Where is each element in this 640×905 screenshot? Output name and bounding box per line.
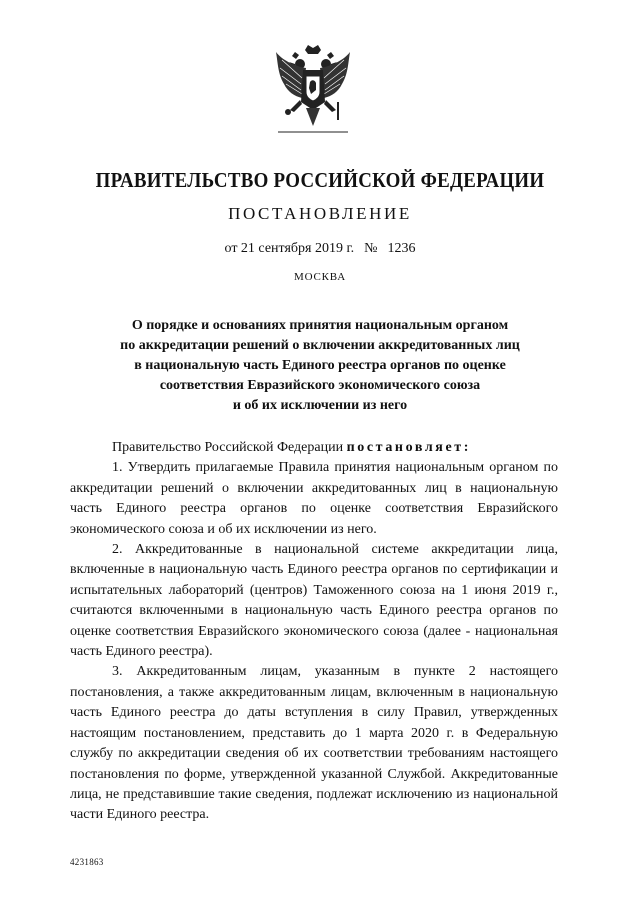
subject-line: и об их исключении из него — [232, 398, 408, 413]
document-subject — [60, 316, 580, 416]
russian-coat-of-arms-icon — [272, 44, 354, 140]
document-body — [70, 438, 558, 826]
document-date: от 21 сентября 2019 г. — [224, 241, 355, 256]
document-type: ПОСТАНОВЛЕНИЕ — [228, 204, 412, 223]
preamble-paragraph — [70, 438, 558, 458]
document-number: 1236 — [387, 241, 416, 256]
subject-line: соответствия Евразийского экономического союза — [159, 378, 481, 393]
document-city: МОСКВА — [294, 271, 346, 283]
subject-line: по аккредитации решений о включении аккредитованных лиц — [120, 338, 520, 353]
footer-code: 4231863 — [70, 857, 104, 867]
government-title: ПРАВИТЕЛЬСТВО РОССИЙСКОЙ ФЕДЕРАЦИИ — [95, 168, 545, 192]
body-paragraph: 3. Аккредитованным лицам, указанным в пункте 2 настоящего постановления, а также аккредитованным лицам, включенным в национальную часть Единого реестра до даты вступления в силу Правил, утвержденных настоящим постановлением, представить до 1 марта 2020 г. в Федеральную службу по аккредитации сведения об их соответствии требованиям настоящего постановления по форме, утвержденной указанной Службой. Аккредитованные лица, не представившие такие сведения, подлежат исключению из национальной части Единого реестра. — [70, 664, 558, 823]
subject-line: О порядке и основаниях принятия национальным органом — [131, 318, 509, 333]
subject-line: в национальную часть Единого реестра органов по оценке — [134, 358, 506, 373]
preamble-text: Правительство Российской Федерации — [112, 440, 344, 455]
resolves-word: постановляет: — [346, 440, 471, 455]
document-date-line — [0, 241, 640, 257]
body-paragraph: 2. Аккредитованные в национальной системе аккредитации лица, включенные в национальную часть Единого реестра органов по сертификации и испытательных лабораторий (центров) Таможенного союза на 1 июня 2019 г., считаются включенными в национальную часть Единого реестра органов по оценке соответствия Евразийского экономического союза (далее - национальная часть Единого реестра). — [70, 542, 558, 660]
number-sign: № — [364, 241, 378, 256]
body-paragraph: 1. Утвердить прилагаемые Правила принятия национальным органом по аккредитации решений о включении аккредитованных лиц в национальную часть Единого реестра органов по оценке соответствия Евразийского экономического союза и об их исключении из него. — [70, 460, 558, 537]
